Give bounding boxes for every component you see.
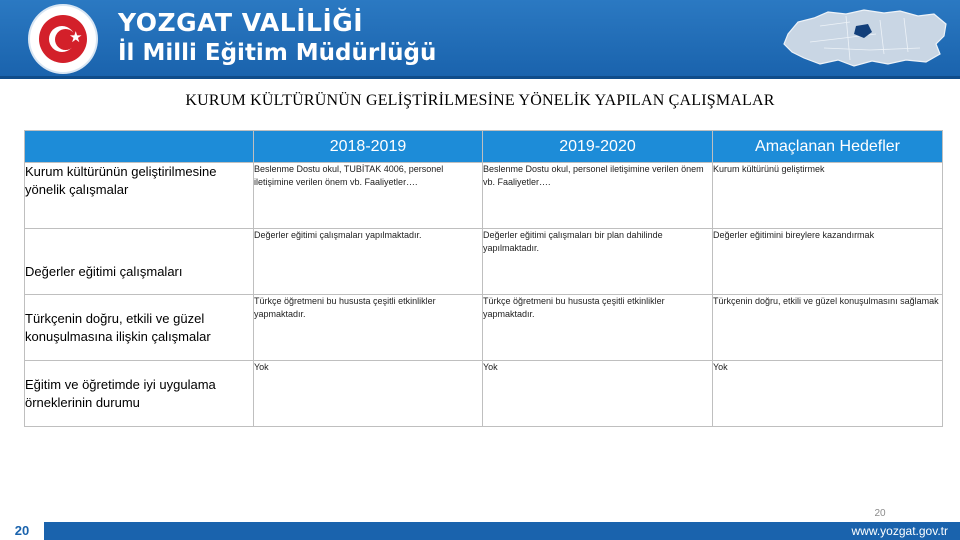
cell-2018-2019: Yok xyxy=(254,361,483,427)
cell-2019-2020: Beslenme Dostu okul, personel iletişimine verilen önem vb. Faaliyetler…. xyxy=(483,163,713,229)
cell-2018-2019: Türkçe öğretmeni bu hususta çeşitli etkinlikler yapmaktadır. xyxy=(254,295,483,361)
row-label: Kurum kültürünün geliştirilmesine yönelik çalışmalar xyxy=(25,163,254,229)
table-row xyxy=(25,295,943,361)
table-header-row xyxy=(25,131,943,163)
cell-2019-2020: Yok xyxy=(483,361,713,427)
column-header-empty xyxy=(25,131,254,163)
cell-goal: Türkçenin doğru, etkili ve güzel konuşulmasını sağlamak xyxy=(713,295,943,361)
turkey-map-icon xyxy=(780,4,952,72)
activities-table xyxy=(24,130,943,427)
slide-number-small: 20 xyxy=(874,508,886,519)
footer-bar xyxy=(0,522,960,540)
table-row xyxy=(25,229,943,295)
cell-2018-2019: Değerler eğitimi çalışmaları yapılmaktadır. xyxy=(254,229,483,295)
page-number: 20 xyxy=(0,522,44,540)
cell-goal: Değerler eğitimini bireylere kazandırmak xyxy=(713,229,943,295)
column-header-goals: Amaçlanan Hedefler xyxy=(713,131,943,163)
row-label: Türkçenin doğru, etkili ve güzel konuşulmasına ilişkin çalışmalar xyxy=(25,295,254,361)
cell-2019-2020: Türkçe öğretmeni bu hususta çeşitli etkinlikler yapmaktadır. xyxy=(483,295,713,361)
page-title: KURUM KÜLTÜRÜNÜN GELİŞTİRİLMESİNE YÖNELİK YAPILAN ÇALIŞMALAR xyxy=(185,92,775,109)
header-divider xyxy=(0,76,960,79)
turkish-emblem-icon: ★ xyxy=(30,6,96,72)
cell-goal: Kurum kültürünü geliştirmek xyxy=(713,163,943,229)
cell-2018-2019: Beslenme Dostu okul, TUBİTAK 4006, personel iletişimine verilen önem vb. Faaliyetler…. xyxy=(254,163,483,229)
header-subtitle: İl Milli Eğitim Müdürlüğü xyxy=(118,40,437,66)
column-header-2019-2020: 2019-2020 xyxy=(483,131,713,163)
footer-url: www.yozgat.gov.tr xyxy=(851,524,948,538)
column-header-2018-2019: 2018-2019 xyxy=(254,131,483,163)
table-row xyxy=(25,163,943,229)
row-label: Değerler eğitimi çalışmaları xyxy=(25,229,254,295)
row-label: Eğitim ve öğretimde iyi uygulama örneklerinin durumu xyxy=(25,361,254,427)
cell-goal: Yok xyxy=(713,361,943,427)
table-row xyxy=(25,361,943,427)
header-banner xyxy=(0,0,960,76)
header-title: YOZGAT VALİLİĞİ xyxy=(118,8,364,37)
cell-2019-2020: Değerler eğitimi çalışmaları bir plan dahilinde yapılmaktadır. xyxy=(483,229,713,295)
